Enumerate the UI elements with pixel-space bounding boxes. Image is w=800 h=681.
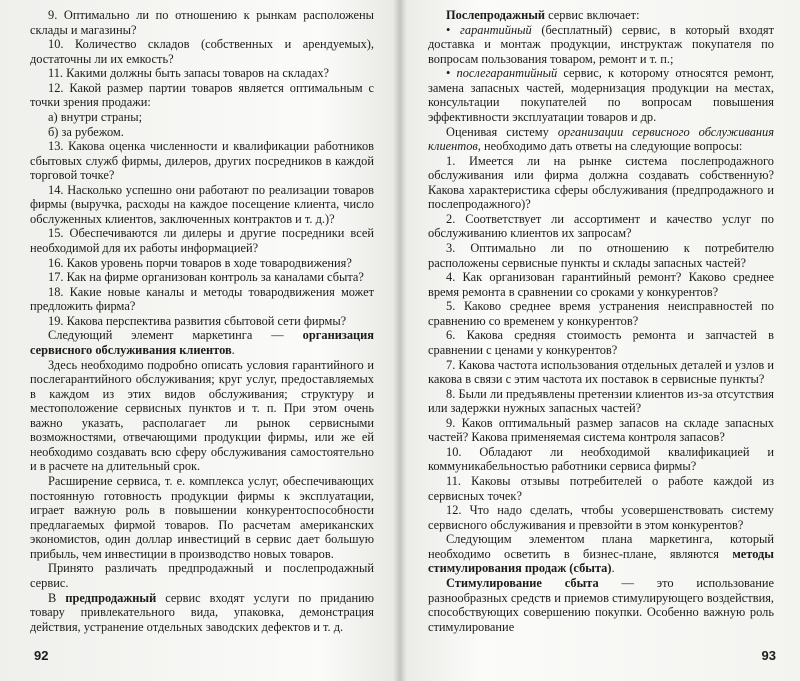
right-page bbox=[400, 0, 800, 681]
page-number-left: 92 bbox=[34, 648, 49, 663]
service-question-9: 9. Каков оптимальный размер запасов на складе запасных частей? Какова применяемая система контроля запасов? bbox=[428, 415, 774, 445]
bullet-icon: • bbox=[446, 22, 451, 37]
expansion-paragraph: Расширение сервиса, т. е. комплекса услуг, обеспечивающих постоянную готовность продукции фирмы к эксплуатации, играет важную роль в повышении конкурентоспособности предлагаемых фирмой товаров. По расчетам американских экономистов, один доллар инвестиций в сервис дает большую прибыль, чем инвестиции в производство новых товаров. bbox=[30, 474, 374, 561]
question-12-a: а) внутри страны; bbox=[48, 109, 143, 124]
service-question-10: 10. Обладают ли необходимой квалификацией и коммуникабельностью работники сервиса фирмы? bbox=[428, 444, 774, 474]
service-question-3: 3. Оптимально ли по отношению к потребителю расположены сервисные пункты и склады запасных частей? bbox=[428, 241, 774, 270]
book-gutter bbox=[394, 0, 406, 681]
right-page-text bbox=[428, 8, 774, 634]
service-question-5: 5. Каково среднее время устранения неисправностей по сравнению со временем у конкурентов? bbox=[428, 299, 774, 328]
question-13: 13. Какова оценка численности и квалификации работников сбытовых служб фирмы, дилеров, других посредников в каждой торговой точке? bbox=[30, 139, 374, 183]
question-16: 16. Каков уровень порчи товаров в ходе товародвижения? bbox=[48, 255, 352, 270]
question-12: 12. Какой размер партии товаров является оптимальным с точки зрения продажи: bbox=[30, 80, 374, 110]
question-19: 19. Какова перспектива развития сбытовой сети фирмы? bbox=[48, 313, 347, 328]
service-question-1: 1. Имеется ли на рынке система послепродажного обслуживания или фирма должна создавать собственную? Какова характеристика сферы обслуживания (предпродажного и послепродажного)? bbox=[428, 153, 774, 212]
service-question-11: 11. Каковы отзывы потребителей о работе каждой из сервисных точек? bbox=[428, 474, 774, 503]
bullet-icon: • bbox=[446, 66, 451, 81]
question-9: 9. Оптимально ли по отношению к рынкам расположены склады и магазины? bbox=[30, 8, 374, 37]
question-18: 18. Какие новые каналы и методы товародвижения может предложить фирма? bbox=[30, 284, 374, 314]
presale-term: предпродажный bbox=[65, 590, 157, 605]
next-plan-paragraph: Следующим элементом плана маркетинга, который необходимо осветить в бизнес-плане, являются методы стимулирования продаж (сбыта). bbox=[428, 532, 774, 576]
left-page bbox=[0, 0, 398, 681]
service-question-12: 12. Что надо сделать, чтобы усовершенствовать систему сервисного обслуживания и превзойти в этом конкурентов? bbox=[428, 503, 774, 532]
presale-paragraph: В предпродажный сервис входят услуги по приданию товару привлекательного вида, упаковка, демонстрация действия, устранение отдельных заводских дефектов и т. д. bbox=[30, 590, 374, 634]
question-11: 11. Какими должны быть запасы товаров на складах? bbox=[48, 66, 330, 81]
service-question-2: 2. Соответствует ли ассортимент и качество услуг по обслуживанию клиентов их запросам? bbox=[428, 211, 774, 241]
left-page-text bbox=[30, 8, 374, 634]
question-12-b: б) за рубежом. bbox=[48, 124, 124, 139]
question-15: 15. Обеспечиваются ли дилеры и другие посредники всей необходимой для их работы информацией? bbox=[30, 226, 374, 255]
postsale-intro: Послепродажный сервис включает: bbox=[446, 8, 640, 22]
describe-paragraph: Здесь необходимо подробно описать условия гарантийного и послегарантийного обслуживания; круг услуг, предоставляемых в каждом из этих видов обслуживания; структуру и местоположение сервисных пунктов и т. п. При этом очень важно указать, располагает ли рынок сервисными возможностями, отвечающими продукции фирмы, или же ей необходимо создавать всю сферу обслуживания самостоятельно и в расчете на длительный срок. bbox=[30, 357, 374, 474]
service-question-7: 7. Какова частота использования отдельных деталей и узлов и какова в связи с этим частота их поставок в сервисные пункты? bbox=[428, 357, 774, 387]
sales-promotion-term: методы стимулирования продаж (сбыта) bbox=[428, 546, 774, 576]
bullet-warranty: • гарантийный (бесплатный) сервис, в который входят доставка и монтаж продукции, инструктаж покупателя по вопросам пользования товаром, ремонт и т. п.; bbox=[428, 22, 774, 66]
service-question-6: 6. Какова средняя стоимость ремонта и запчастей в сравнении с ценами у конкурентов? bbox=[428, 328, 774, 357]
service-organization-term: организация сервисного обслуживания клиентов bbox=[30, 328, 374, 357]
evaluation-paragraph: Оценивая систему организации сервисного обслуживания клиентов, необходимо дать ответы на следующие вопросы: bbox=[428, 124, 774, 154]
next-element-paragraph: Следующий элемент маркетинга — организация сервисного обслуживания клиентов. bbox=[30, 328, 374, 357]
service-question-4: 4. Как организован гарантийный ремонт? Каково среднее время ремонта в сравнении со сроками у конкурентов? bbox=[428, 270, 774, 299]
question-14: 14. Насколько успешно они работают по реализации товаров фирмы (выручка, расходы на каждое посещение клиента, число обслуженных клиентов, заключенных контрактов и т. д.)? bbox=[30, 182, 374, 226]
stimulation-term: Стимулирование сбыта bbox=[446, 575, 599, 590]
postsale-term: Послепродажный bbox=[446, 8, 546, 22]
page-number-right: 93 bbox=[761, 648, 776, 663]
bullet-post-warranty: • послегарантийный сервис, к которому относятся ремонт, замена запасных частей, модернизация продукции на местах, консультации покупателей по вопросам повышения эффективности эксплуатации товаров и др. bbox=[428, 66, 774, 124]
question-17: 17. Как на фирме организован контроль за каналами сбыта? bbox=[48, 270, 364, 285]
question-10: 10. Количество складов (собственных и арендуемых), достаточны ли их емкость? bbox=[30, 37, 374, 66]
stimulation-paragraph: Стимулирование сбыта — это использование разнообразных средств и приемов стимулирующего воздействия, способствующих совершению покупки. Особенно важную роль стимулирование bbox=[428, 575, 775, 634]
distinguish-paragraph: Принято различать предпродажный и послепродажный сервис. bbox=[30, 561, 374, 590]
service-question-8: 8. Были ли предъявлены претензии клиентов из-за отсутствия или задержки нужных запасных частей? bbox=[428, 386, 774, 416]
